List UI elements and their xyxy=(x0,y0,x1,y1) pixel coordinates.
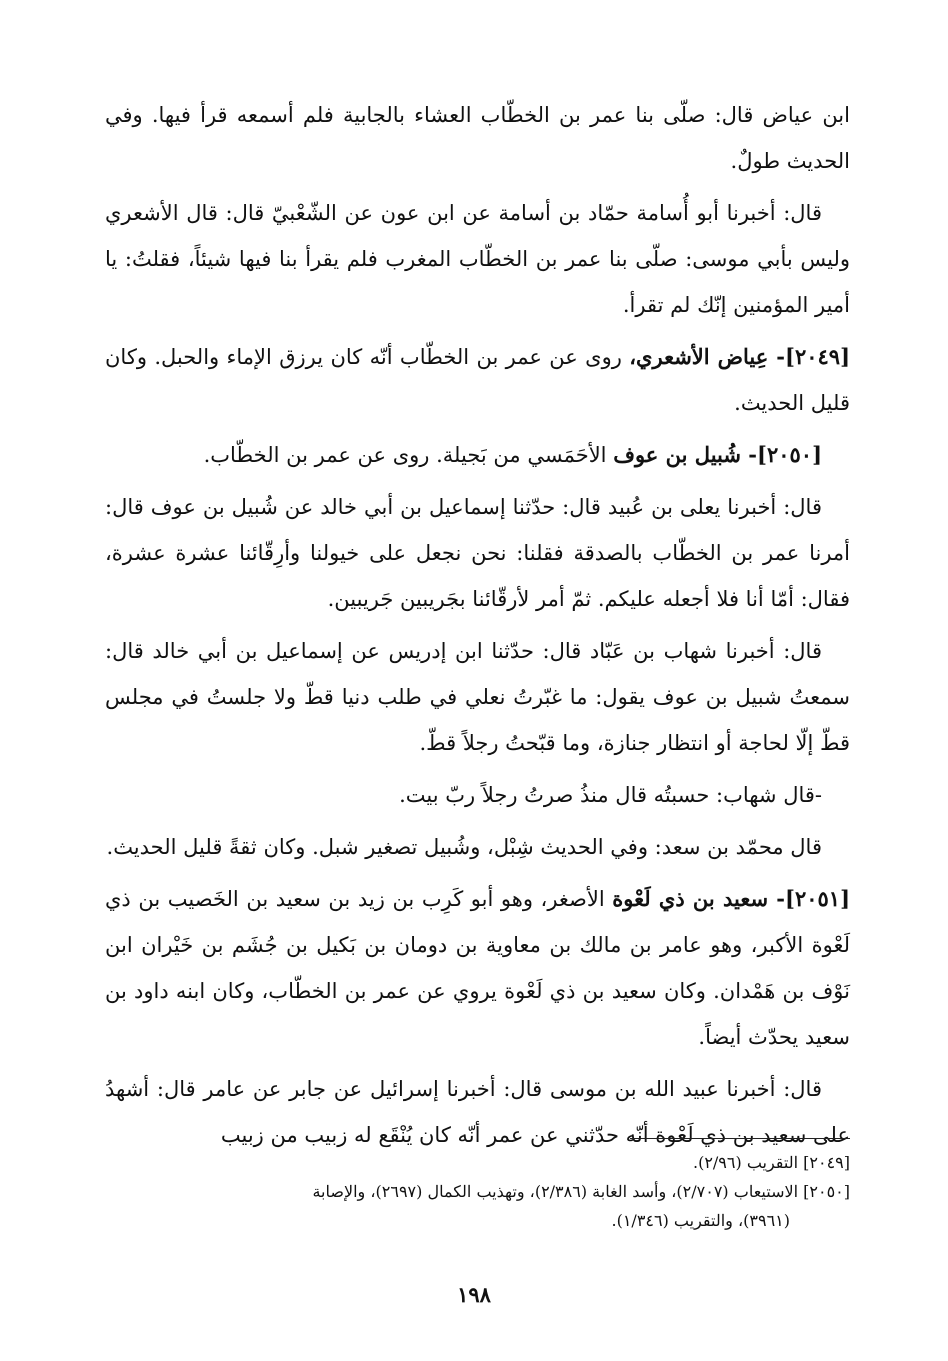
entry-text-2049: روى عن عمر بن الخطّاب أنّه كان يرزق الإماء والحبل. وكان قليل الحديث. xyxy=(105,345,850,415)
entry-heading-2049: [٢٠٤٩]- عِياض الأشعري، xyxy=(629,344,850,369)
entry-heading-2050: [٢٠٥٠]- شُبيل بن عوف xyxy=(613,442,822,467)
paragraph-5: قال: أخبرنا يعلى بن عُبيد قال: حدّثنا إسماعيل بن أبي خالد عن شُبيل بن عوف قال: أمرنا عمر بن الخطّاب بالصدقة فقلنا: نحن نجعل على خيولنا وأرِقّائنا عشرة عشرة، فقال: أمّا أنا فلا أجعله عليكم. ثمّ أمر لأرقّائنا بجَريبين جَريبين. xyxy=(105,495,850,611)
paragraph-2: قال: أخبرنا أبو أُسامة حمّاد بن أسامة عن ابن عون عن الشّعْبيّ قال: قال الأشعري وليس بأبي موسى: صلّى بنا عمر بن الخطّاب المغرب فلم يقرأ بنا فيها شيئاً، فقلتُ: يا أمير المؤمنين إنّك لم تقرأ. xyxy=(105,201,850,317)
footnote-2050-continued: (٣٩٦١)، والتقريب (١/٣٤٦). xyxy=(611,1211,790,1230)
entry-heading-2051: [٢٠٥١]- سعيد بن ذي لَعْوة xyxy=(612,886,850,911)
main-text xyxy=(105,92,850,1164)
footnote-2049: [٢٠٤٩] التقريب (٢/٩٦). xyxy=(692,1153,850,1172)
page-number: ١٩٨ xyxy=(457,1282,491,1307)
paragraph-6: قال: أخبرنا شهاب بن عَبّاد قال: حدّثنا ابن إدريس عن إسماعيل بن أبي خالد قال: سمعتُ شبيل بن عوف يقول: ما غبّرتُ نعلي في طلب دنيا قطّ ولا جلستُ في مجلس قطّ إلّا لحاجة أو انتظار جنازة، وما قبّحتُ رجلاً قطّ. xyxy=(105,639,850,755)
footnote-divider xyxy=(630,1138,850,1139)
entry-text-2051: الأصغر، وهو أبو كَرِب بن زيد بن سعيد بن الخَصيب بن ذي لَعْوة الأكبر، وهو عامر بن مالك بن معاوية بن دومان بن بَكيل بن جُشَم بن خَيْران ابن نَوْف بن هَمْدان. وكان سعيد بن ذي لَعْوة يروي عن عمر بن الخطّاب، وكان ابنه داود بن سعيد يحدّث أيضاً. xyxy=(105,887,850,1049)
paragraph-8: قال محمّد بن سعد: وفي الحديث شِبْل، وشُبيل تصغير شبل. وكان ثقةً قليل الحديث. xyxy=(106,835,822,859)
entry-2051 xyxy=(105,876,850,1060)
entry-2049 xyxy=(105,334,850,426)
footnote-2050: [٢٠٥٠] الاستيعاب (٢/٧٠٧)، وأسد الغابة (٢/٣٨٦)، وتهذيب الكمال (٢٦٩٧)، والإصابة xyxy=(312,1182,850,1201)
footnotes xyxy=(105,1148,850,1235)
entry-text-2050: الأحَمَسي من بَجيلة. روى عن عمر بن الخطّاب. xyxy=(203,443,607,467)
paragraph-10: قال: أخبرنا عبيد الله بن موسى قال: أخبرنا إسرائيل عن جابر عن عامر قال: أشهدُ على سعيد بن ذي لَعْوة أنّه حدّثني عن عمر أنّه كان يُنْقَع له زبيب من زبيب xyxy=(105,1077,850,1147)
paragraph-7: -قال شهاب: حسبتُه قال منذُ صرتُ رجلاً ربّ بيت. xyxy=(399,783,822,807)
entry-2050 xyxy=(105,432,850,478)
paragraph-1: ابن عياض قال: صلّى بنا عمر بن الخطّاب العشاء بالجابية فلم أسمعه قرأ فيها. وفي الحديث طولٌ. xyxy=(105,103,850,173)
